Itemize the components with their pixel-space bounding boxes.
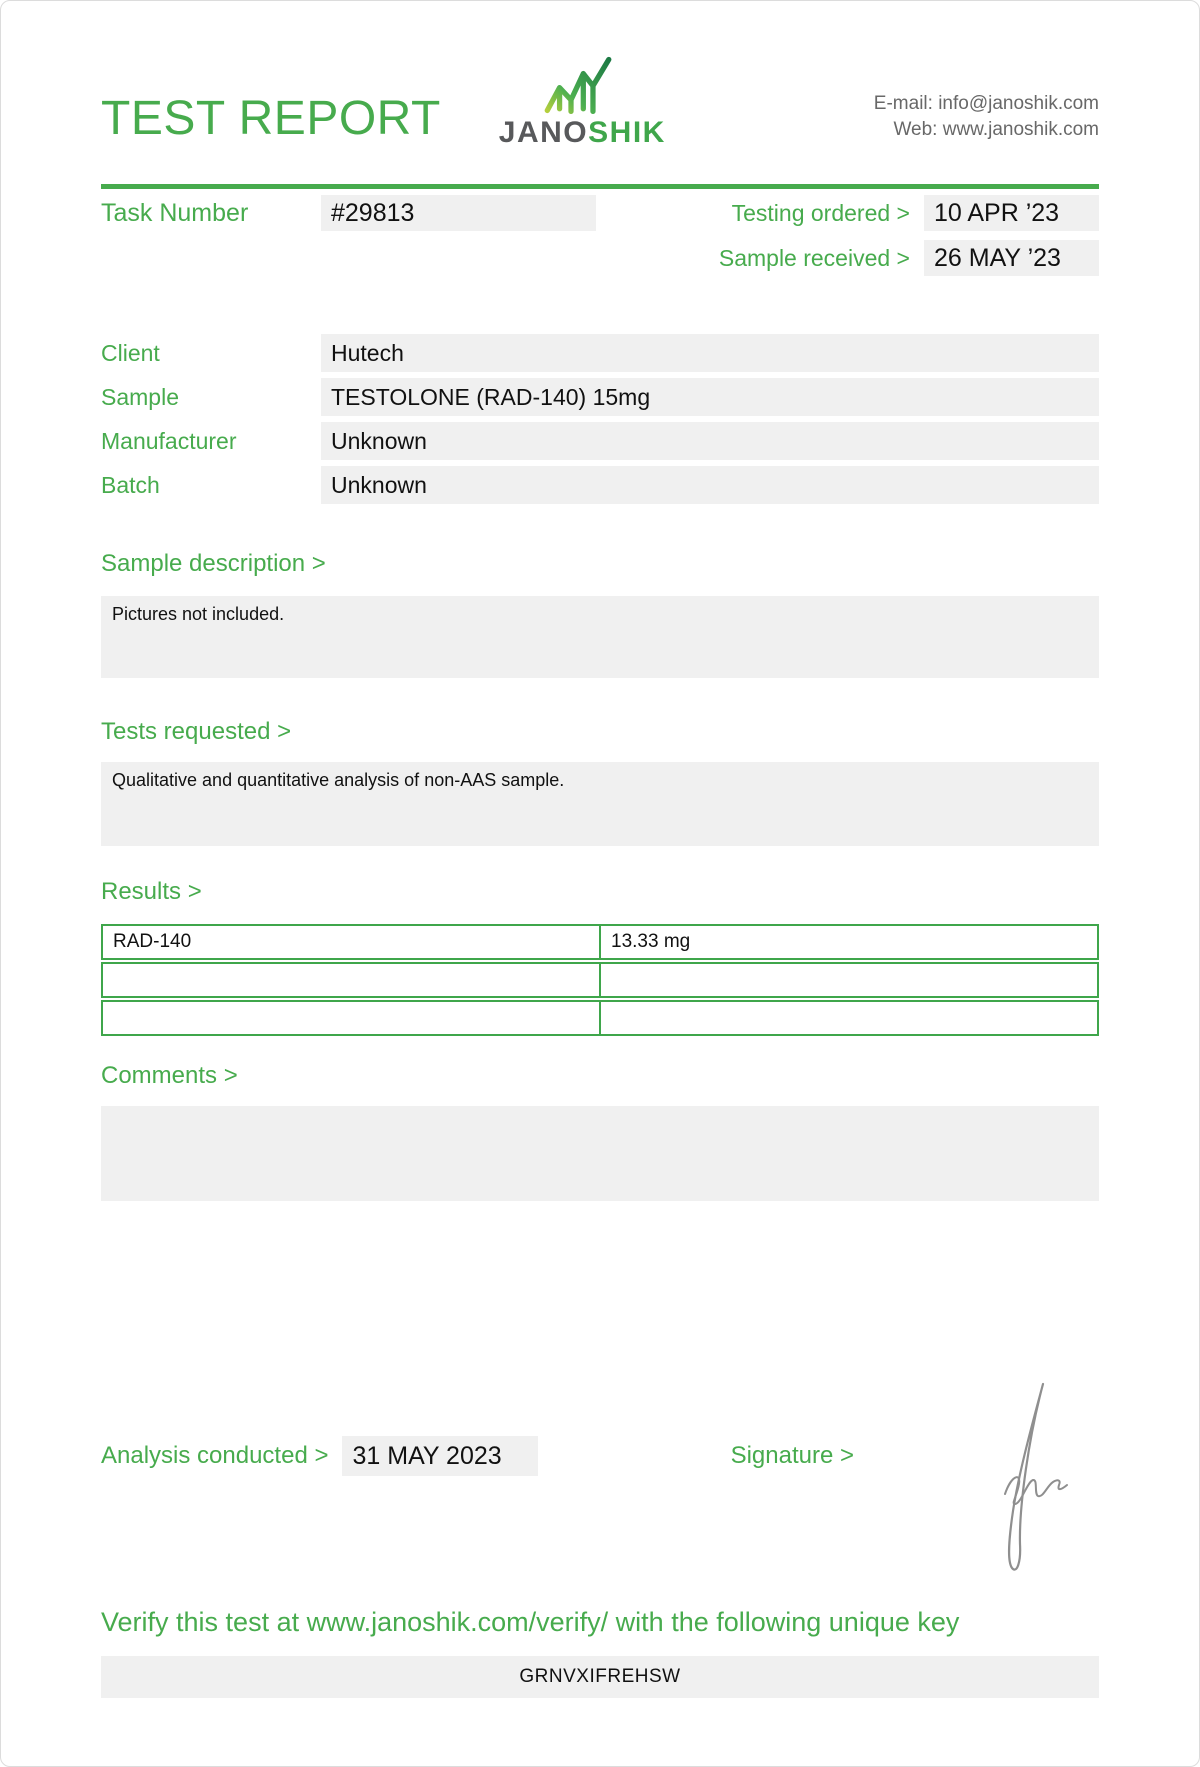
table-row bbox=[101, 962, 1099, 998]
brand-name bbox=[499, 116, 666, 150]
contact-web: Web: www.janoshik.com bbox=[893, 119, 1099, 141]
sample-received-date: 26 MAY ’23 bbox=[924, 240, 1099, 276]
header-divider bbox=[101, 184, 1099, 189]
manufacturer-label: Manufacturer bbox=[101, 427, 237, 454]
comments-box bbox=[101, 1106, 1099, 1201]
client-label: Client bbox=[101, 339, 160, 366]
brand-logo bbox=[499, 56, 666, 150]
task-number-row bbox=[101, 195, 596, 276]
analysis-date-value: 31 MAY 2023 bbox=[342, 1436, 537, 1476]
detail-row-batch bbox=[101, 466, 1099, 504]
meta-section bbox=[101, 195, 1099, 276]
contact-email: E-mail: info@janoshik.com bbox=[873, 92, 1099, 114]
task-number-label: Task Number bbox=[101, 199, 249, 227]
table-row bbox=[101, 924, 1099, 960]
verify-instruction: Verify this test at www.janoshik.com/verify/ with the following unique key bbox=[101, 1607, 960, 1637]
results-table bbox=[101, 922, 1099, 1038]
page-title: TEST REPORT bbox=[101, 92, 441, 145]
table-row bbox=[101, 1000, 1099, 1036]
detail-row-client bbox=[101, 334, 1099, 372]
sample-label: Sample bbox=[101, 383, 179, 410]
result-analyte bbox=[101, 1000, 600, 1036]
task-number-value: #29813 bbox=[321, 195, 596, 231]
comments-heading: Comments > bbox=[101, 1062, 238, 1089]
testing-ordered-row bbox=[719, 195, 1099, 231]
result-amount: 13.33 mg bbox=[600, 924, 1099, 960]
report-document bbox=[1, 1, 1199, 1698]
dates-block bbox=[719, 195, 1099, 276]
brand-name-right: SHIK bbox=[588, 116, 666, 149]
footer-row bbox=[101, 1436, 1099, 1476]
result-amount bbox=[600, 962, 1099, 998]
brand-name-left: JANO bbox=[498, 116, 589, 149]
unique-key-value: GRNVXIFREHSW bbox=[101, 1656, 1099, 1698]
tests-requested-box: Qualitative and quantitative analysis of non-AAS sample. bbox=[101, 762, 1099, 846]
growth-chart-icon bbox=[542, 56, 623, 114]
sample-received-row bbox=[719, 240, 1099, 276]
testing-ordered-label: Testing ordered > bbox=[731, 199, 910, 226]
sample-description-box: Pictures not included. bbox=[101, 596, 1099, 678]
tests-requested-heading: Tests requested > bbox=[101, 718, 292, 745]
signature-image bbox=[981, 1376, 1071, 1581]
contact-block bbox=[874, 91, 1099, 150]
result-analyte bbox=[101, 962, 600, 998]
report-header bbox=[101, 56, 1099, 150]
signature-label: Signature > bbox=[730, 1442, 854, 1469]
manufacturer-value: Unknown bbox=[321, 422, 1099, 460]
sample-received-label: Sample received > bbox=[718, 244, 910, 271]
detail-row-sample bbox=[101, 378, 1099, 416]
detail-row-manufacturer bbox=[101, 422, 1099, 460]
result-amount bbox=[600, 1000, 1099, 1036]
batch-label: Batch bbox=[101, 471, 160, 498]
batch-value: Unknown bbox=[321, 466, 1099, 504]
analysis-conducted-label: Analysis conducted > bbox=[101, 1442, 329, 1469]
sample-details bbox=[101, 334, 1099, 504]
result-analyte: RAD-140 bbox=[101, 924, 600, 960]
results-heading: Results > bbox=[101, 878, 202, 905]
sample-value: TESTOLONE (RAD-140) 15mg bbox=[321, 378, 1099, 416]
sample-description-heading: Sample description > bbox=[101, 550, 326, 577]
testing-ordered-date: 10 APR ’23 bbox=[924, 195, 1099, 231]
client-value: Hutech bbox=[321, 334, 1099, 372]
